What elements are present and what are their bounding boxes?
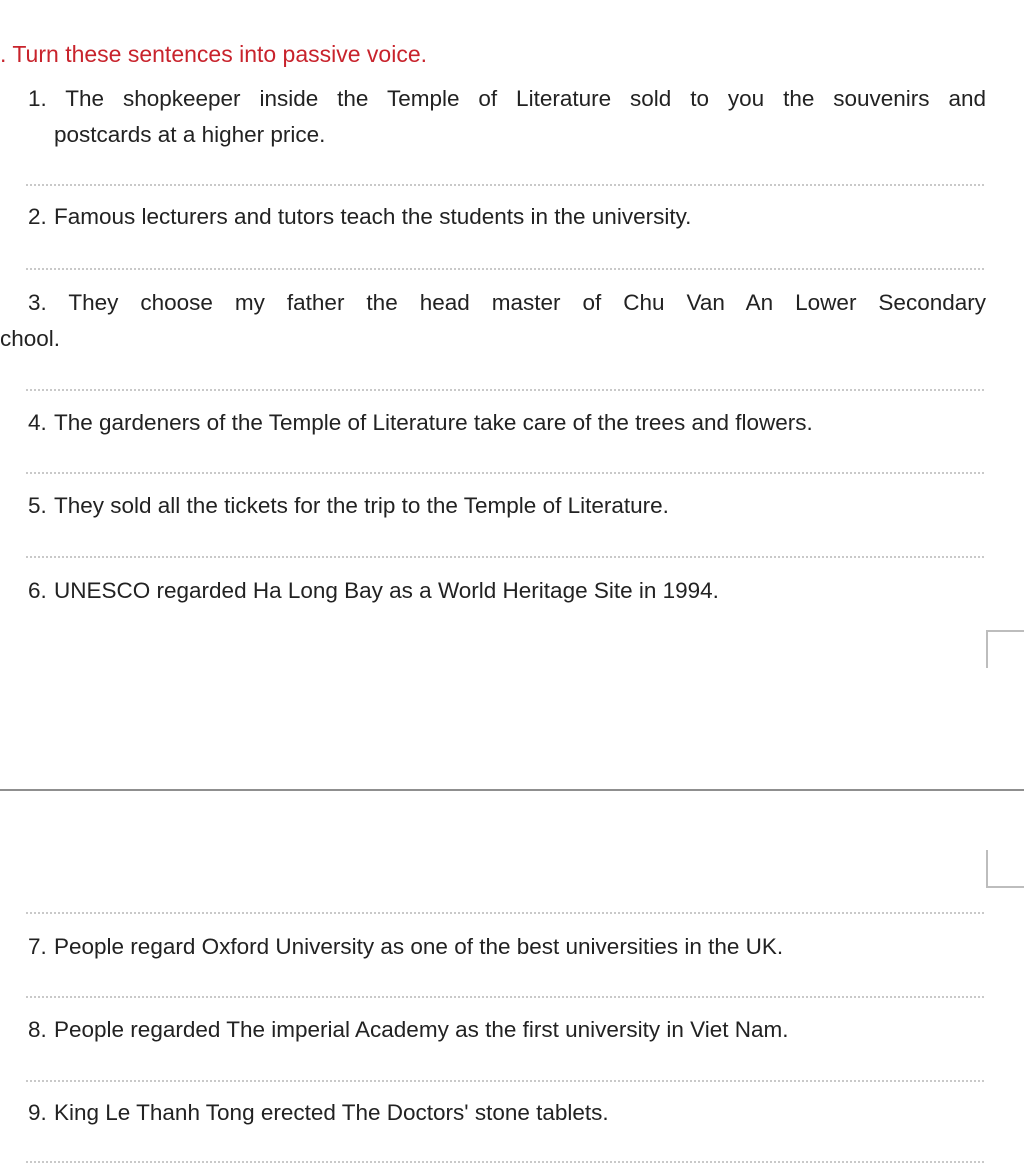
answer-line-6[interactable] [26,912,984,914]
question-8-text: People regarded The imperial Academy as the first university in Viet Nam. [54,1017,789,1042]
question-1-text-line-1: The shopkeeper inside the Temple of Literature sold to you the souvenirs and [65,86,986,111]
answer-line-4[interactable] [26,472,984,474]
question-3-number: 3. [28,290,47,315]
answer-line-8[interactable] [26,1080,984,1082]
question-3-text-line-1: They choose my father the head master of Chu Van An Lower Secondary [68,290,986,315]
question-5 [28,488,669,524]
question-4 [28,405,813,441]
page-separator [0,789,1024,791]
question-1-text-line-2: postcards at a higher price. [54,122,326,147]
question-6 [28,573,719,609]
answer-line-9[interactable] [26,1161,984,1163]
question-3-line-1 [28,285,986,321]
question-8-number: 8. [28,1017,47,1042]
question-2-text: Famous lecturers and tutors teach the students in the university. [54,204,692,229]
answer-line-7[interactable] [26,996,984,998]
question-9-text: King Le Thanh Tong erected The Doctors' stone tablets. [54,1100,609,1125]
answer-line-3[interactable] [26,389,984,391]
page-corner-mark-bottom [986,850,1024,888]
answer-line-1[interactable] [26,184,984,186]
exercise-instruction: . Turn these sentences into passive voice. [0,41,428,67]
question-2-number: 2. [28,204,47,229]
question-5-text: They sold all the tickets for the trip to the Temple of Literature. [54,493,669,518]
question-8 [28,1012,789,1048]
question-5-number: 5. [28,493,47,518]
answer-line-5[interactable] [26,556,984,558]
question-7-text: People regard Oxford University as one of the best universities in the UK. [54,934,784,959]
question-7-number: 7. [28,934,47,959]
question-1-number: 1. [28,86,47,111]
question-6-number: 6. [28,578,47,603]
question-4-text: The gardeners of the Temple of Literature take care of the trees and flowers. [54,410,813,435]
question-6-text: UNESCO regarded Ha Long Bay as a World Heritage Site in 1994. [54,578,719,603]
answer-line-2[interactable] [26,268,984,270]
question-7 [28,929,783,965]
question-9 [28,1095,609,1131]
question-9-number: 9. [28,1100,47,1125]
question-3-text-line-2: chool. [0,326,61,351]
question-1-line-1 [28,81,986,117]
question-2 [28,199,691,235]
question-4-number: 4. [28,410,47,435]
page-corner-mark-top [986,630,1024,668]
